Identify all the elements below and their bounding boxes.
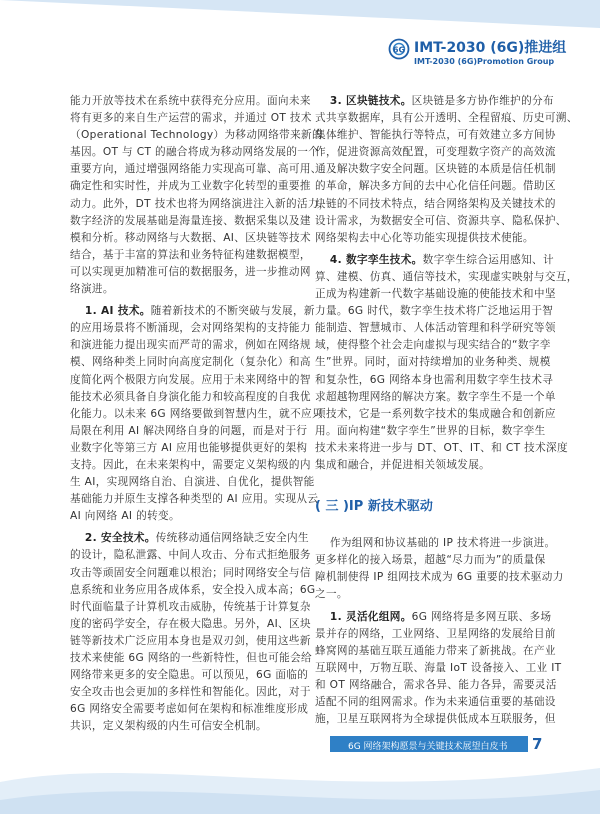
- text-line: 更多样化的接入场景，超越“尽力而为”的质量保: [315, 554, 546, 567]
- item-lead: 6G 网络将是多网互联、多场: [411, 610, 552, 623]
- text-line: 可以实现更加精准可信的数据服务，进一步推动网: [70, 265, 311, 278]
- text-line: 景并存的网络，工业网络、卫星网络的发展给目前: [315, 627, 556, 640]
- text-line: 块链的不同技术特点，结合网络架构及关键技术的: [315, 197, 556, 210]
- text-line: 集体维护、智能执行等特点，可有效建立多方间协: [315, 129, 556, 142]
- text-line: 6G 网络安全需要考虑如何在架构和标准维度形成: [70, 703, 309, 716]
- text-line: 设计需求，为数据安全可信、资源共享、隐私保护、: [315, 214, 567, 227]
- text-line: 模和分析。移动网络与大数据、AI、区块链等技术: [70, 231, 311, 244]
- org-name-en: IMT-2030 (6G)Promotion Group: [414, 57, 555, 66]
- text-line: 数字经济的发展基础是海量连接、数据采集以及建: [70, 214, 311, 227]
- text-line: 式共享数据库，具有公开透明、全程留痕、历史可溯、: [315, 112, 578, 125]
- text-line: 能力开放等技术在系统中获得充分应用。面向未来: [70, 95, 311, 107]
- text-line: 求超越物理网络的解决方案。数字孪生不是一个单: [315, 390, 556, 403]
- text-line: 用。面向构建“数字孪生”世界的目标，数字孪生: [315, 424, 546, 437]
- text-line: 技术来使能 6G 网络的一些新特性，但也可能会给: [70, 652, 312, 664]
- ip-intro-paragraph: [315, 535, 564, 603]
- text-line: 模、网络种类上同时向高度定制化（复杂化）和高: [70, 356, 311, 369]
- text-line: 网络架构去中心化等功能实现提供技术使能。: [315, 231, 534, 244]
- text-line: 算、建模、仿真、通信等技术，实现虚实映射与交互，: [315, 270, 578, 283]
- text-line: 正成为构建新一代数字基础设施的使能技术和中坚: [315, 288, 556, 301]
- text-line: AI 向网络 AI 的转变。: [70, 510, 180, 523]
- text-line: 和复杂性，6G 网络本身也需利用数字孪生技术寻: [315, 373, 554, 386]
- text-line: 域，使得整个社会走向虚拟与现实结合的“数字孪: [315, 339, 551, 352]
- text-line: 将有更多的来自生产运营的需求，并通过 OT 技术: [70, 112, 312, 125]
- item-title: 3. 区块链技术。: [329, 95, 412, 107]
- text-line: 生”世界。同时，面对持续增加的业务种类、规模: [315, 356, 551, 369]
- text-line: 基因。OT 与 CT 的融合将成为移动网络发展的一个: [70, 146, 320, 159]
- text-line: 障机制使得 IP 组网技术成为 6G 重要的技术驱动力: [315, 571, 564, 584]
- text-line: 集成和融合，并促进相关领域发展。: [315, 458, 491, 471]
- text-line: 息系统和业务应用各成体系，安全投入成本高；6G: [70, 583, 316, 596]
- text-line: 支持。因此，在未来架构中，需要定义架构级的内: [70, 458, 311, 471]
- blockchain-paragraph: [315, 93, 578, 247]
- text-line: 确定性和实时性，并成为工业数字化转型的重要推: [70, 180, 311, 193]
- text-line: 蜂窝网的基础互联互通能力带来了新挑战。在产业: [315, 644, 556, 657]
- text-line: 互联网中，万物互联、海量 IoT 设备接入、工业 IT: [315, 661, 562, 674]
- text-line: 基础能力并原生支撑各种类型的 AI 应用。实现从云: [70, 493, 319, 506]
- item-title: 2. 安全技术。: [84, 532, 156, 545]
- logo-text: [414, 40, 566, 67]
- text-line: 能制造、智慧城市、人体活动管理和科学研究等领: [315, 322, 556, 335]
- security-technology-paragraph: [70, 530, 316, 735]
- section-heading: ( 三 )IP 新技术驱动: [315, 499, 433, 515]
- item-title: 1. AI 技术。: [84, 305, 151, 318]
- svg-text:6G: 6G: [392, 45, 406, 55]
- text-line: 适配不同的组网需求。作为未来通信重要的基础设: [315, 696, 556, 708]
- item-lead: 数字孪生综合运用感知、计: [422, 253, 554, 266]
- text-line: 技术未来将进一步与 DT、OT、IT、和 CT 技术深度: [315, 441, 568, 454]
- org-name: IMT-2030 (6G)推进组: [414, 40, 567, 56]
- item-lead: 随着新技术的不断突破与发展，新: [150, 305, 315, 318]
- left-column: [70, 93, 330, 735]
- text-line: 业数字化等第三方 AI 应用也能够提供更好的架构: [70, 441, 308, 454]
- page-header: [0, 0, 600, 70]
- text-line: 度简化两个极限方向发展。应用于未来网络中的智: [70, 373, 311, 386]
- text-line: 局限在利用 AI 解决网络自身的问题，而是对于行: [70, 424, 308, 437]
- intro-lead: 作为组网和协议基础的 IP 技术将进一步演进。: [329, 537, 556, 550]
- text-line: [315, 535, 556, 552]
- text-line: 能技术必须具备自身演化能力和较高程度的自我优: [70, 390, 311, 403]
- text-line: 的应用场景将不断涌现，会对网络架构的支持能力: [70, 322, 311, 335]
- item-lead: 传统移动通信网络缺乏安全内生: [155, 532, 309, 545]
- text-line: [70, 530, 309, 547]
- header-accent-shape: [0, 0, 600, 28]
- flexible-networking-paragraph: [315, 609, 562, 729]
- text-line: 网络带来更多的安全隐患。可以预见，6G 面临的: [70, 669, 309, 682]
- text-line: 重要方向，通过增强网络能力实现高可靠、高可用、: [70, 163, 322, 176]
- text-line: [315, 609, 552, 626]
- text-line: 力量。6G 时代，数字孪生技术将广泛地运用于智: [315, 305, 554, 318]
- text-line: 和演进能力提出现实而严苛的需求，例如在网络规: [70, 339, 311, 352]
- item-title: 1. 灵活化组网。: [329, 610, 412, 623]
- text-line: 和 OT 网络融合，需求各异、能力各异，需要灵活: [315, 678, 557, 691]
- text-line: 共识，定义架构级的内生可信安全机制。: [70, 720, 267, 733]
- text-line: 之一。: [315, 588, 348, 601]
- item-title: 4. 数字孪生技术。: [329, 253, 423, 266]
- text-line: 生 AI，实现网络自治、自演进、自优化，提供智能: [70, 476, 315, 489]
- text-line: 攻击等顽固安全问题难以根治；同时网络安全与信: [70, 566, 311, 579]
- text-line: 项技术，它是一系列数字技术的集成融合和创新应: [315, 407, 556, 420]
- ai-technology-paragraph: [70, 303, 323, 525]
- text-line: [315, 252, 554, 269]
- text-line: （Operational Technology）为移动网络带来新的: [70, 129, 323, 142]
- logo-icon: [388, 38, 410, 60]
- text-line: [70, 303, 315, 320]
- text-line: 通及解决数字安全问题。区块链的本质是信任机制: [315, 163, 556, 176]
- text-line: [315, 93, 554, 110]
- text-line: 链等新技术广泛应用本身也是双刃剑，使用这些新: [70, 634, 311, 647]
- text-line: 安全攻击也会更加的多样性和智能化。因此，对于: [70, 686, 311, 699]
- text-line: 的革命，解决多方间的去中心化信任问题。借助区: [315, 180, 556, 193]
- text-line: 化能力。以未来 6G 网络要做到智慧内生，就不应只: [70, 407, 323, 420]
- footer-title: 6G 网络架构愿景与关键技术展望白皮书: [348, 742, 508, 752]
- text-line: 的设计，隐私泄露、中间人攻击、分布式拒绝服务: [70, 549, 311, 562]
- right-column: [315, 93, 578, 728]
- text-line: 度的密码学安全，存在极大隐患。另外，AI、区块: [70, 617, 311, 630]
- text-line: 施，卫星互联网将为全球提供低成本互联服务，但: [315, 713, 556, 726]
- digital-twin-paragraph: [315, 252, 578, 474]
- item-lead: 区块链是多方协作维护的分布: [411, 95, 554, 107]
- page-number: 7: [528, 735, 546, 753]
- left-paragraph-1: [70, 93, 330, 298]
- text-line: 结合，基于丰富的算法和业务特征构建数据模型，: [70, 248, 311, 261]
- text-line: 时代面临量子计算机攻击威胁，传统基于计算复杂: [70, 600, 311, 613]
- text-line: 络演进。: [70, 283, 114, 296]
- text-line: 作，促进资源高效配置，可变理数字资产的高效流: [315, 146, 556, 159]
- text-line: 动力。此外，DT 技术也将为网络演进注入新的活力，: [70, 197, 330, 210]
